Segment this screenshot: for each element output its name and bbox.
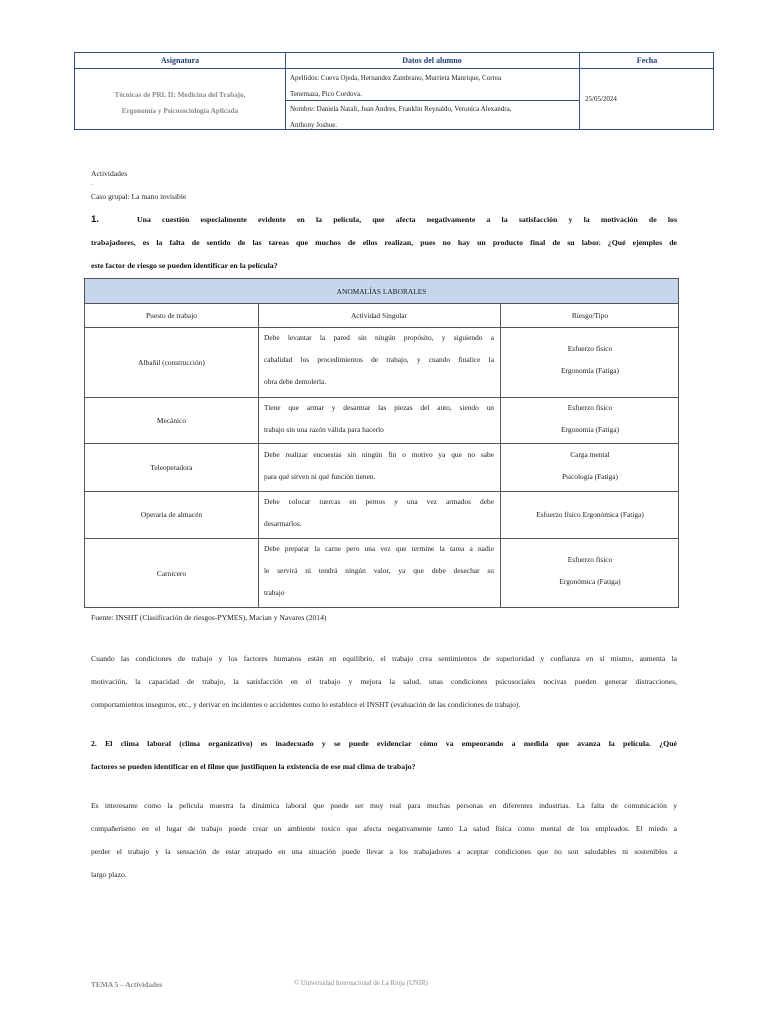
risk-line: Psicología (Fatiga) (561, 472, 619, 481)
activity-cell (264, 397, 494, 441)
surnames (290, 70, 501, 102)
header-subject-title: Asignatura (160, 56, 200, 65)
col-header-job: Puesto de trabajo (146, 310, 197, 320)
question-1-line: trabajadores, es la falta de sentido de las tareas que muchos de ellos realizan, pues no hay un producto final de su labor. ¿Qué ejemplos de (91, 238, 677, 247)
risk-line: Esfuerzo físico (567, 403, 613, 412)
risk-line: Ergonomía (Fatiga) (561, 425, 619, 434)
col-header-activity: Actividad Singular (350, 310, 408, 320)
activity-cell (264, 491, 494, 535)
subject-line: Ergonomía y Psicosociología Aplicada (121, 107, 239, 115)
activity-line: desarmarlos. (264, 519, 302, 528)
activity-line: Debe levantar la pared sin ningún propósito, y siguiendo a (264, 333, 494, 342)
paragraph-1 (91, 647, 677, 716)
activity-cell (264, 444, 494, 488)
activity-cell (264, 538, 494, 604)
stray-dot: . (91, 181, 93, 187)
activity-line: Tiene que armar y desarmar las piezas del auto, siendo un (264, 403, 494, 412)
work-anomalies-table (84, 278, 679, 608)
paragraph-line: Es interesante como la película muestra la dinámica laboral que puede ser muy real para muchas personas en diferentes industrias. La falta de comunicación y (91, 801, 677, 810)
table-col-divider (258, 303, 259, 607)
col-header-risk: Riesgo/Tipo (571, 310, 609, 320)
activity-line: trabajo (264, 588, 285, 597)
activity-line: le servirá ni tendrá ningún valor, ya que debe desechar su (264, 566, 494, 575)
job-cell: Carnicero (156, 568, 187, 578)
footer-topic: TEMA 5 – Actividades (91, 980, 163, 989)
risk-cell (500, 549, 680, 593)
risk-line: Ergonomía (Fatiga) (561, 366, 619, 375)
activity-line: Debe colocar tuercas en pernos y una vez armados debe (264, 497, 494, 506)
names-line: Anthony Joshue. (290, 121, 338, 129)
case-title: Caso grupal: La mano invisible (91, 192, 187, 201)
header-divider (579, 53, 580, 129)
header-date-title: Fecha (636, 56, 658, 65)
surnames-line: Apellidos: Cueva Ojeda, Hernandez Zambrano, Murrieta Manrique, Correa (290, 74, 502, 82)
names-line: Nombre: Daniela Natali, Juan Andres, Franklin Reynaldo, Veronica Alexandra, (290, 105, 512, 113)
header-table (74, 52, 714, 130)
paragraph-line: motivación, la capacidad de trabajo, la satisfacción en el trabajo y mejora la salud, unas condiciones psicosociales nocivas pueden generar distracciones, (91, 677, 677, 686)
risk-line: Carga mental (570, 450, 610, 459)
table-title: ANOMALÍAS LABORALES (85, 279, 678, 304)
paragraph-line: compañerismo en el lugar de trabajo puede crear un ambiente toxico que afecta negativamente tanto La salud física como mental de los empleados. El miedo a (91, 824, 677, 833)
risk-line: Ergonómica (Fatiga) (559, 577, 621, 586)
question-2-line: factores se pueden identificar en el filme que justifiquen la existencia de ese mal clima de trabajo? (91, 762, 416, 771)
question-1-number: 1. (91, 214, 99, 225)
activity-line: para qué sirven ni qué función tienen. (264, 472, 376, 481)
paragraph-line: comportamientos inseguros, etc., y derivar en incidentes o accidentes como lo establece el INSHT (evaluación de las condiciones de trabajo). (91, 700, 521, 709)
paragraph-line: Cuando las condiciones de trabajo y los factores humanos están en equilibrio, el trabajo crea sentimientos de superioridad y confianza en sí mismo, aumenta la (91, 654, 677, 663)
paragraph-2 (91, 794, 677, 886)
activity-cell (264, 327, 494, 393)
table-source: Fuente: INSHT (Clasificación de riesgos-PYMES), Macian y Navares (2014) (91, 613, 327, 622)
question-2 (91, 732, 677, 778)
job-cell: Teleoperadora (150, 462, 193, 472)
header-student-title: Datos del alumno (402, 56, 462, 65)
job-cell: Operaria de almacén (140, 510, 203, 519)
risk-cell (500, 444, 680, 488)
submission-date: 25/05/2024 (585, 95, 617, 103)
paragraph-line: largo plazo. (91, 870, 127, 879)
subject-name (79, 87, 281, 119)
paragraph-line: perder el trabajo y la sensación de estar atrapado en una situación puede llevar a los trabajadores a aceptar condiciones que no son saludables ni sostenibles a (91, 847, 677, 856)
risk-line: Esfuerzo físico (567, 344, 613, 353)
header-divider (285, 53, 286, 129)
job-cell: Mecánico (156, 415, 187, 425)
risk-cell (500, 338, 680, 382)
question-1-line: este factor de riesgo se pueden identificar en la película? (91, 261, 278, 270)
first-names (290, 101, 511, 133)
risk-cell: Esfuerzo físico Ergonómica (Fatiga) (536, 510, 644, 519)
activity-line: obra debe demolerla. (264, 377, 327, 386)
question-1-line: Una cuestión especialmente evidente en la película, que afecta negativamente a la satisfacción y la motivación de los (137, 215, 677, 224)
risk-cell (500, 397, 680, 441)
footer-copyright: © Universidad Internacional de La Rioja (UNIR) (294, 980, 428, 987)
risk-line: Esfuerzo físico (567, 555, 613, 564)
subject-line: Técnicas de PRL II: Medicina del Trabajo, (114, 91, 246, 99)
surnames-line: Tenemaza, Pico Cordova. (290, 90, 362, 98)
activity-line: Debe realizar encuestas sin ningún fin o motivo ya que no sabe (264, 450, 494, 459)
activities-label: Actividades (91, 169, 128, 178)
question-1 (91, 208, 677, 277)
activity-line: cabalidad los procedimientos de trabajo, y cuando finalice la (264, 355, 494, 364)
activity-line: trabajo sin una razón válida para hacerlo (264, 425, 384, 434)
question-2-line: 2. El clima laboral (clima organizativo) es inadecuado y se puede evidenciar cómo va empeorando a medida que avanza la película. ¿Qué (91, 739, 677, 748)
job-cell: Albañil (construcción) (138, 357, 205, 367)
activity-line: Debe preparar la carne pero una vez que termine la tarea a nadie (264, 544, 494, 553)
